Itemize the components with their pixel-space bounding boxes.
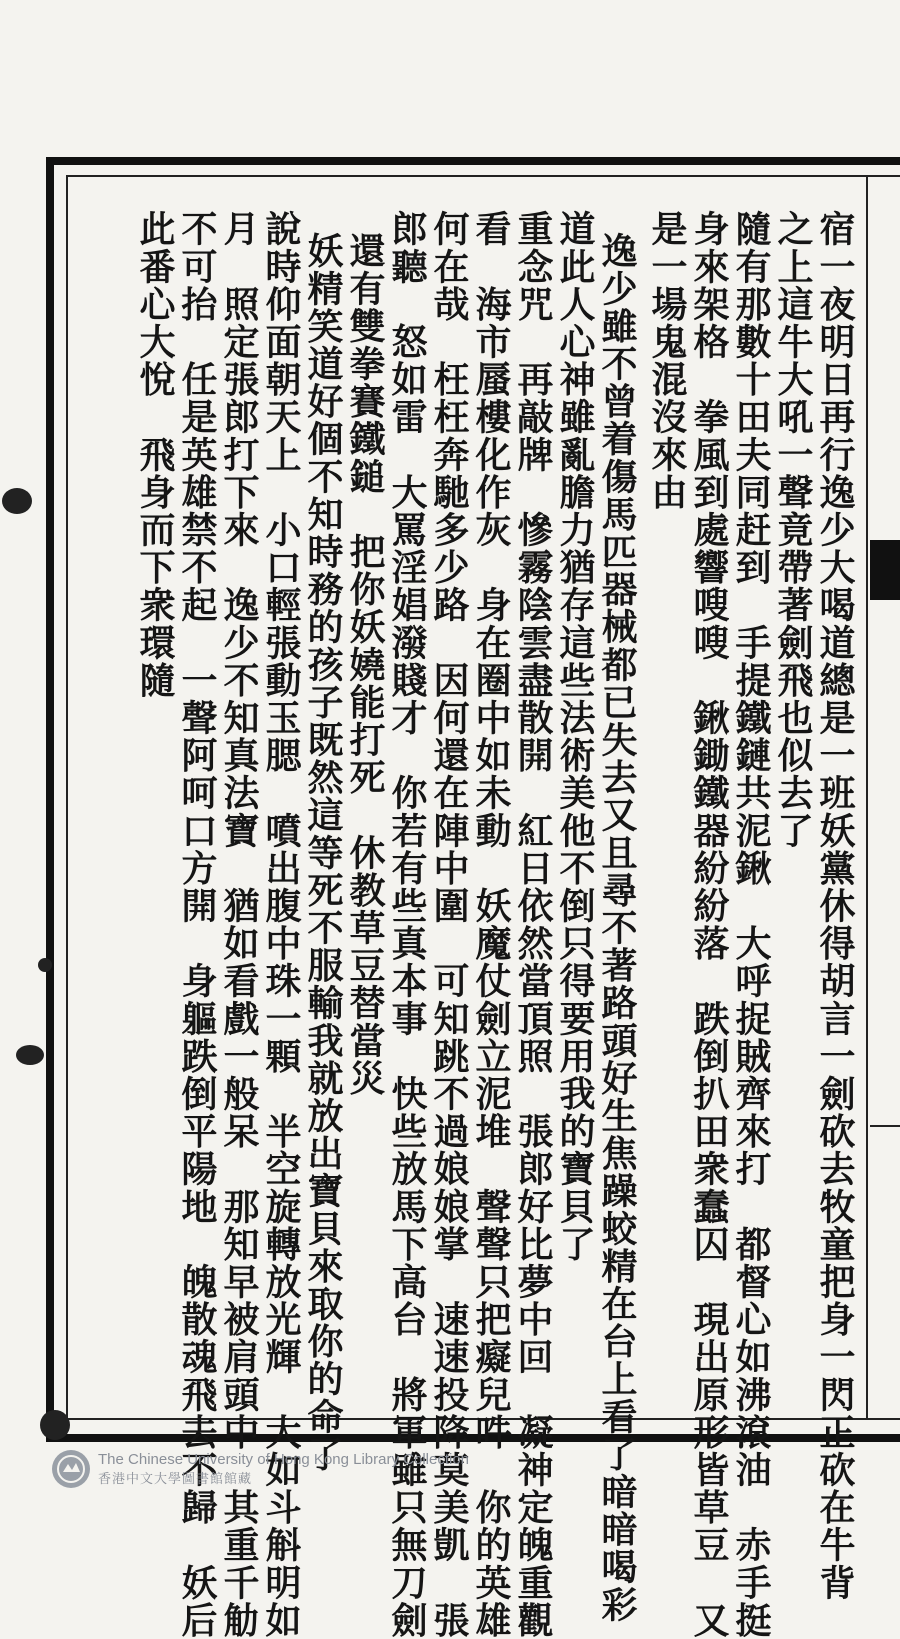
center-fold-rule (866, 175, 868, 1420)
text-column: 重念咒 再敲牌 慘霧陰雲盡散開 紅日依然當頂照 張郎好比夢中回 凝神定魄重觀 (512, 210, 554, 1639)
text-column: 身來架格 拳風到處響嗖嗖 鍬鋤鐵器紛紛落 跌倒扒田衆蠢囚 現出原形皆草豆 又 (688, 210, 730, 1639)
text-column: 宿一夜明日再行逸少大喝道總是一班妖黨休得胡言一劍砍去牧童把身一閃正砍在牛背 (814, 210, 856, 1602)
cuhk-logo-icon (52, 1450, 90, 1488)
text-column: 妖精笑道好個不知時務的孩子既然這等死不服輸我就放出寶貝來取你的命了 (302, 232, 344, 1473)
text-column: 之上這牛大吼一聲竟帶著劍飛也似去了 (772, 210, 814, 850)
fold-fish-tail-mark (870, 540, 900, 600)
text-column: 隨有那數十田夫同赶到 手提鐵鏈共泥鍬 大呼捉賊齊來打 都督心如沸滾油 赤手挺 (730, 210, 772, 1639)
text-column: 還有雙拳賽鐵鎚 把你妖嬈能打死 休教草豆替當災 (344, 232, 386, 1097)
text-column: 郎聽 怒如雷 大罵淫娼潑賤才 你若有些真本事 快些放馬下高台 將軍雖只無刀劍 (386, 210, 428, 1639)
fold-lower-mark (870, 1125, 900, 1157)
library-watermark (52, 1450, 469, 1488)
text-column: 道此人心神雖亂膽力猶存這些法術美他不倒只得要用我的寶貝了 (554, 210, 596, 1263)
text-column: 此番心大悅 飛身而下衆環隨 (134, 210, 176, 699)
ink-blot (16, 1045, 44, 1065)
text-column: 逸少雖不曾着傷馬匹器械都已失去又且尋不著路頭好生焦躁蛟精在台上看了暗暗喝彩 (596, 232, 638, 1624)
text-column: 是一場鬼混沒來由 (646, 210, 688, 511)
watermark-chinese: 香港中文大學圖書館館藏 (98, 1472, 253, 1487)
ink-blot (38, 958, 52, 972)
ink-blot (2, 488, 32, 514)
ink-blot (40, 1410, 70, 1440)
text-column: 何在哉 枉枉奔馳多少路 因何還在陣中圍 可知跳不過娘娘掌 速速投降莫美凱 張 (428, 210, 470, 1639)
watermark-english: The Chinese University of Hong Kong Library Collection (98, 1451, 470, 1468)
text-column: 不可抬 任是英雄禁不起 一聲阿呵口方開 身軀跌倒平陽地 魄散魂飛去不歸 妖后 (176, 210, 218, 1639)
text-column: 看 海市蜃樓化作灰 身在圈中如未動 妖魔仗劍立泥堆 聲聲只把癡兒吽 你的英雄 (470, 210, 512, 1639)
text-column: 說時仰面朝天上 小口輕張動玉腮 噴出腹中珠一顆 半空旋轉放光輝 大如斗斛明如 (260, 210, 302, 1639)
text-column: 月 照定張郎打下來 逸少不知真法寶 猶如看戲一般呆 那知早被肩頭中 其重千觔 (218, 210, 260, 1639)
